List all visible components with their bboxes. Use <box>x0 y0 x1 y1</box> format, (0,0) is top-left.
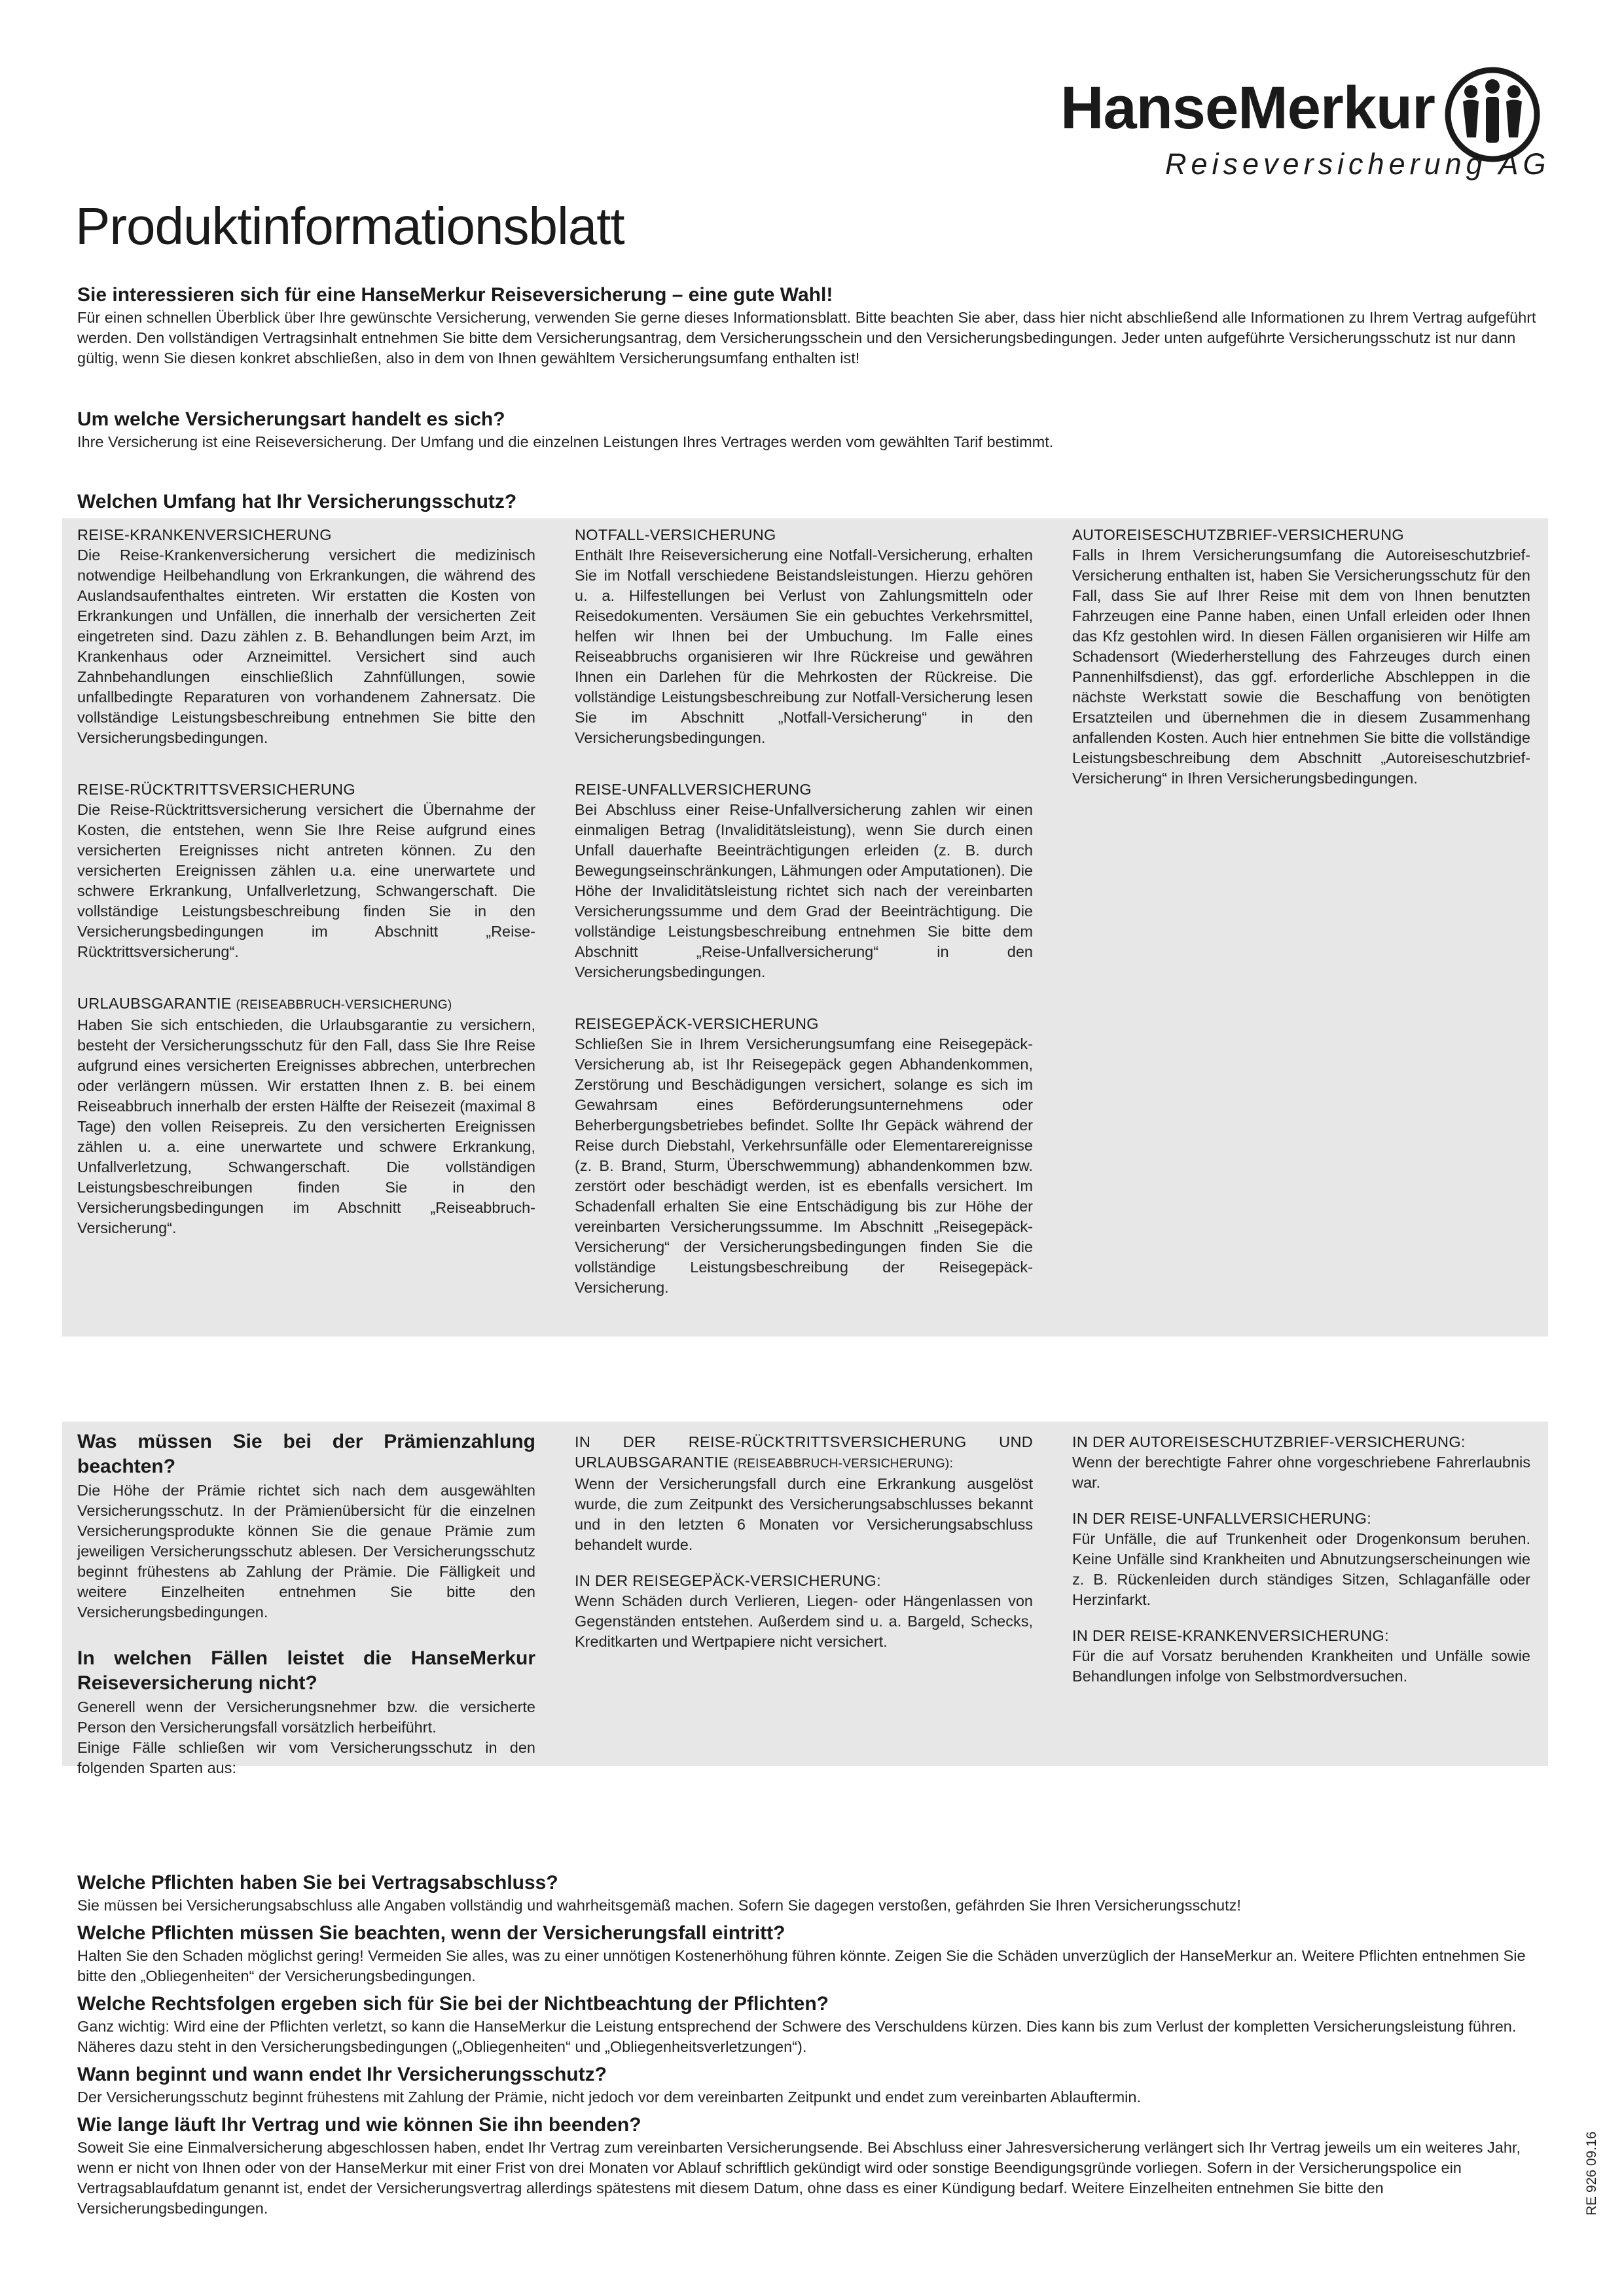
section-ausschluss-ruecktritt <box>575 1432 1033 1555</box>
section-text: Wenn Schäden durch Verlieren, Liegen- oder Hängenlassen von Gegenständen entstehen. Außerdem sind u. a. Bargeld, Schecks, Kreditkarten und Wertpapiere nicht versichert. <box>575 1592 1033 1650</box>
intro-section <box>77 283 1540 368</box>
section-text: Der Versicherungsschutz beginnt frühestens mit Zahlung der Prämie, nicht jedoch vor dem vereinbarten Zeitpunkt und endet zum vereinbarten Ablauftermin. <box>77 2089 1141 2106</box>
umfang-panel <box>62 518 1548 1336</box>
nicht-text-1: Generell wenn der Versicherungsnehmer bzw. die versicherte Person den Versicherungsfall vorsätzlich herbeiführt. <box>77 1698 535 1736</box>
umfang-column-2 <box>575 525 1033 1329</box>
section-notfall <box>575 525 1033 748</box>
section-heading: Welche Rechtsfolgen ergeben sich für Sie bei der Nichtbeachtung der Pflichten? <box>77 1993 829 2015</box>
section-text: Für die auf Vorsatz beruhenden Krankheiten und Unfälle sowie Behandlungen infolge von Selbstmordversuchen. <box>1072 1647 1530 1685</box>
section-text: Schließen Sie in Ihrem Versicherungsumfang eine Reisegepäck-Versicherung ab, ist Ihr Reisegepäck gegen Abhandenkommen, Zerstörung und Beschädigungen versichert, solange es sich im Gewahrsam eines Beförderungsunternehmens oder Beherbergungsbetriebes befindet. Sollte Ihr Gepäck während der Reise durch Diebstahl, Verkehrsunfälle oder Elementarereignisse (z. B. Brand, Sturm, Überschwemmung) abhandenkommen bzw. zerstört oder beschädigt werden, ist es ebenfalls versichert. Im Schadenfall erhalten Sie eine Entschädigung bis zur Höhe der vereinbarten Versicherungssumme. Im Abschnitt „Reisegepäck-Versicherung“ der Versicherungsbedingungen finden Sie die vollständige Leistungsbeschreibung der Reisegepäck-Versicherung. <box>575 1035 1033 1296</box>
section-title: NOTFALL-VERSICHERUNG <box>575 526 776 543</box>
section-heading: Welche Pflichten müssen Sie beachten, wenn der Versicherungsfall eintritt? <box>77 1922 785 1944</box>
umfang-column-3 <box>1072 525 1530 820</box>
nicht-heading: In welchen Fällen leistet die HanseMerkur Reiseversicherung nicht? <box>77 1647 535 1694</box>
section-ausschluss-gepaeck <box>575 1571 1033 1652</box>
section-pflichten-abschluss <box>77 1871 1540 1916</box>
section-heading: Welche Pflichten haben Sie bei Vertragsabschluss? <box>77 1872 558 1893</box>
form-code: RE 926 09.16 <box>1584 2131 1599 2215</box>
section-text: Ganz wichtig: Wird eine der Pflichten verletzt, so kann die HanseMerkur die Leistung entsprechend der Schwere des Verschuldens kürzen. Dies kann bis zum Verlust der kompletten Versicherungsleistung führen. Näheres dazu steht in den Versicherungsbedingungen („Obliegenheiten“ und „Obliegenheitsverletzungen“). <box>77 2018 1517 2055</box>
section-reise-kranken <box>77 525 535 748</box>
logo-subline: Reiseversicherung AG <box>1165 147 1551 181</box>
intro-heading: Sie interessieren sich für eine HanseMerkur Reiseversicherung – eine gute Wahl! <box>77 284 833 306</box>
section-text: Soweit Sie eine Einmalversicherung abgeschlossen haben, endet Ihr Vertrag zum vereinbarten Versicherungsende. Bei Abschluss einer Jahresversicherung verlängert sich Ihr Vertrag jeweils um ein weiteres Jahr, wenn er nicht von Ihnen oder von der HanseMerkur mit einer Frist von drei Monaten vor Ablauf schriftlich gekündigt wird oder sonstige Beendigungsgründe vorliegen. Sofern in der Versicherungspolice ein Vertragsablaufdatum genannt ist, endet der Versicherungsvertrag allerdings spätestens mit diesem Datum, ohne dass es einer Kündigung bedarf. Weitere Einzelheiten entnehmen Sie bitte den Versicherungsbedingungen. <box>77 2139 1521 2217</box>
section-beginn-ende <box>77 2062 1540 2108</box>
section-heading: Wie lange läuft Ihr Vertrag und wie können Sie ihn beenden? <box>77 2114 641 2136</box>
obligations-section <box>77 1865 1540 2219</box>
section-pflichten-versicherungsfall <box>77 1921 1540 1986</box>
section-text: Die Reise-Rücktrittsversicherung versichert die Übernahme der Kosten, die entstehen, wenn Sie Ihre Reise aufgrund eines versicherten Ereignisses nicht antreten können. Zu den versicherten Ereignissen zählen u.a. eine unerwartete und schwere Erkrankung, Unfallverletzung, Schwangerschaft. Die vollständige Leistungsbeschreibung finden Sie in den Versicherungsbedingungen im Abschnitt „Reise-Rücktrittsversicherung“. <box>77 801 535 960</box>
section-title: IN DER REISEGEPÄCK-VERSICHERUNG: <box>575 1572 881 1589</box>
ausschluss-column-3 <box>1072 1432 1530 1702</box>
section-text: Halten Sie den Schaden möglichst gering! Vermeiden Sie alles, was zu einer unnötigen Kostenerhöhung führen könnte. Zeigen Sie die Schäden unverzüglich der HanseMerkur an. Weitere Pflichten entnehmen Sie bitte den „Obliegenheiten“ der Versicherungsbedingungen. <box>77 1947 1526 1984</box>
section-title: IN DER REISE-KRANKENVERSICHERUNG: <box>1072 1627 1389 1644</box>
section-title: IN DER REISE-RÜCKTRITTSVERSICHERUNG UND URLAUBSGARANTIE (REISEABBRUCH-VERSICHERUNG): <box>575 1433 1033 1471</box>
section-title: URLAUBSGARANTIE (REISEABBRUCH-VERSICHERUNG) <box>77 995 452 1012</box>
logo-wordmark: HanseMerkur <box>1060 75 1435 141</box>
section-heading: Wann beginnt und wann endet Ihr Versicherungsschutz? <box>77 2064 607 2085</box>
section-text: Wenn der berechtigte Fahrer ohne vorgeschriebene Fahrerlaubnis war. <box>1072 1454 1530 1491</box>
section-reise-ruecktritt <box>77 780 535 962</box>
art-section <box>77 407 1540 452</box>
nicht-text-2: Einige Fälle schließen wir vom Versicherungsschutz in den folgenden Sparten aus: <box>77 1739 535 1776</box>
praemie-column-1 <box>77 1429 535 1778</box>
section-title: REISE-UNFALLVERSICHERUNG <box>575 781 812 798</box>
section-text: Bei Abschluss einer Reise-Unfallversicherung zahlen wir einen einmaligen Betrag (Invaliditätsleistung), wenn Sie durch einen Unfall dauerhafte Beeinträchtigungen erleiden (z. B. durch Bewegungseinschränkungen, Lähmungen oder Amputationen). Die Höhe der Invaliditätsleistung richtet sich nach der vereinbarten Versicherungssumme und dem Grad der Beeinträchtigung. Die vollständige Leistungsbeschreibung entnehmen Sie bitte dem Abschnitt „Reise-Unfallversicherung“ in den Versicherungsbedingungen. <box>575 801 1033 980</box>
section-title: REISE-KRANKENVERSICHERUNG <box>77 526 332 543</box>
section-rechtsfolgen <box>77 1992 1540 2057</box>
section-autoreiseschutzbrief <box>1072 525 1530 789</box>
umfang-heading: Welchen Umfang hat Ihr Versicherungsschutz? <box>77 491 517 512</box>
intro-text: Für einen schnellen Überblick über Ihre gewünschte Versicherung, verwenden Sie gerne dieses Informationsblatt. Bitte beachten Sie aber, dass hier nicht abschließend alle Informationen zu Ihrem Vertrag aufgeführt werden. Den vollständigen Vertragsinhalt entnehmen Sie bitte dem Versicherungsantrag, dem Versicherungsschein und den Versicherungsbedingungen. Jeder unten aufgeführte Versicherungsschutz ist nur dann gültig, wenn Sie diesen konkret abschließen, also in dem von Ihnen gewähltem Versicherungsumfang enthalten ist! <box>77 309 1536 367</box>
section-text: Für Unfälle, die auf Trunkenheit oder Drogenkonsum beruhen. Keine Unfälle sind Krankheiten und Abnutzungserscheinungen wie z. B. Rückenleiden durch ständiges Sitzen, Schlaganfälle oder Herzinfarkt. <box>1072 1530 1530 1608</box>
section-reise-unfall <box>575 780 1033 982</box>
section-text: Sie müssen bei Versicherungsabschluss alle Angaben vollständig und wahrheitsgemäß machen. Sofern Sie dagegen verstoßen, gefährden Sie Ihren Versicherungsschutz! <box>77 1897 1241 1914</box>
section-text: Die Reise-Krankenversicherung versichert die medizinisch notwendige Heilbehandlung von Erkrankungen, die während des Auslandsaufenthaltes eintreten. Wir erstatten die Kosten von Erkrankungen und Unfällen, die innerhalb der versicherten Zeit eingetreten sind. Dazu zählen z. B. Behandlungen beim Arzt, im Krankenhaus oder Arzneimittel. Versichert sind auch Zahnbehandlungen einschließlich Zahnfüllungen, sowie unfallbedingte Reparaturen von vorhandenem Zahnersatz. Die vollständige Leistungsbeschreibung entnehmen Sie bitte den Versicherungsbedingungen. <box>77 547 535 746</box>
section-ausschluss-kranken <box>1072 1626 1530 1687</box>
section-text: Wenn der Versicherungsfall durch eine Erkrankung ausgelöst wurde, die zum Zeitpunkt des Versicherungsabschlusses bekannt und in den letzten 6 Monaten vor Versicherungsabschluss behandelt wurde. <box>575 1475 1033 1553</box>
section-ausschluss-autoreise <box>1072 1432 1530 1493</box>
section-text: Falls in Ihrem Versicherungsumfang die Autoreiseschutzbrief-Versicherung enthalten ist, haben Sie Versicherungsschutz für den Fall, dass Sie auf Ihrer Reise mit dem von Ihnen benutzten Fahrzeugen eine Panne haben, einen Unfall erleiden oder Ihnen das Kfz gestohlen wird. In diesen Fällen organisieren wir Hilfe am Schadensort (Wiederherstellung des Fahrzeuges durch einen Pannenhilfsdienst), das ggf. erforderliche Abschleppen in die nächste Werkstatt sowie die Beschaffung von benötigten Ersatzteilen und übernehmen die in diesem Zusammenhang anfallenden Kosten. Auch hier entnehmen Sie bitte die vollständige Leistungsbeschreibung dem Abschnitt „Autoreiseschutzbrief-Versicherung“ in Ihren Versicherungsbedingungen. <box>1072 547 1530 787</box>
section-nicht-leistung <box>77 1646 535 1778</box>
page-title: Produktinformationsblatt <box>75 197 624 255</box>
section-title: REISE-RÜCKTRITTSVERSICHERUNG <box>77 781 355 798</box>
section-text: Haben Sie sich entschieden, die Urlaubsgarantie zu versichern, besteht der Versicherungsschutz für den Fall, dass Sie Ihre Reise aufgrund eines versicherten Ereignisses abbrechen, unterbrechen oder verlängern müssen. Wir erstatten Ihnen z. B. bei einem Reiseabbruch innerhalb der ersten Hälfte der Reisezeit (maximal 8 Tage) den vollen Reisepreis. Zu den versicherten Ereignissen zählen u. a. eine unerwartete und schwere Erkrankung, Unfallverletzung, Schwangerschaft. Die vollständigen Leistungsbeschreibungen finden Sie in den Versicherungsbedingungen im Abschnitt „Reiseabbruch-Versicherung“. <box>77 1016 535 1236</box>
praemie-panel <box>62 1422 1548 1776</box>
section-reisegepaeck <box>575 1014 1033 1298</box>
section-praemie <box>77 1429 535 1623</box>
section-laufzeit <box>77 2113 1540 2219</box>
section-text: Enthält Ihre Reiseversicherung eine Notfall-Versicherung, erhalten Sie im Notfall verschiedene Beistandsleistungen. Hierzu gehören u. a. Hilfestellungen bei Verlust von Zahlungsmitteln oder Reisedokumenten. Versäumen Sie ein gebuchtes Verkehrsmittel, helfen wir Ihnen bei der Umbuchung. Im Falle eines Reiseabbruchs organisieren wir Ihre Rückreise und gewähren Ihnen ein Darlehen für die Mehrkosten der Rückreise. Die vollständige Leistungsbeschreibung zur Notfall-Versicherung lesen Sie im Abschnitt „Notfall-Versicherung“ in den Versicherungsbedingungen. <box>575 547 1033 746</box>
hansemerkur-people-logo-icon <box>1443 65 1542 164</box>
art-heading: Um welche Versicherungsart handelt es sich? <box>77 408 505 430</box>
section-title: IN DER AUTOREISESCHUTZBRIEF-VERSICHERUNG: <box>1072 1433 1466 1450</box>
section-urlaubsgarantie <box>77 994 535 1238</box>
section-title: IN DER REISE-UNFALLVERSICHERUNG: <box>1072 1510 1372 1527</box>
company-logo <box>1047 62 1551 193</box>
praemie-text: Die Höhe der Prämie richtet sich nach dem ausgewählten Versicherungsschutz. In der Prämienübersicht für die einzelnen Versicherungsprodukte können Sie die genaue Prämie zum jeweiligen Versicherungsschutz ablesen. Der Versicherungsschutz beginnt frühestens ab Zahlung der Prämie. Die Fälligkeit und weitere Einzelheiten entnehmen Sie bitte den Versicherungsbedingungen. <box>77 1482 535 1621</box>
umfang-heading-block <box>77 490 1540 514</box>
praemie-heading: Was müssen Sie bei der Prämienzahlung beachten? <box>77 1431 535 1477</box>
section-ausschluss-unfall <box>1072 1509 1530 1610</box>
ausschluss-column-2 <box>575 1432 1033 1668</box>
umfang-column-1 <box>77 525 535 1270</box>
section-title: AUTOREISESCHUTZBRIEF-VERSICHERUNG <box>1072 526 1404 543</box>
section-title: REISEGEPÄCK-VERSICHERUNG <box>575 1015 819 1032</box>
art-text: Ihre Versicherung ist eine Reiseversicherung. Der Umfang und die einzelnen Leistungen Ihres Vertrages werden vom gewählten Tarif bestimmt. <box>77 433 1054 450</box>
